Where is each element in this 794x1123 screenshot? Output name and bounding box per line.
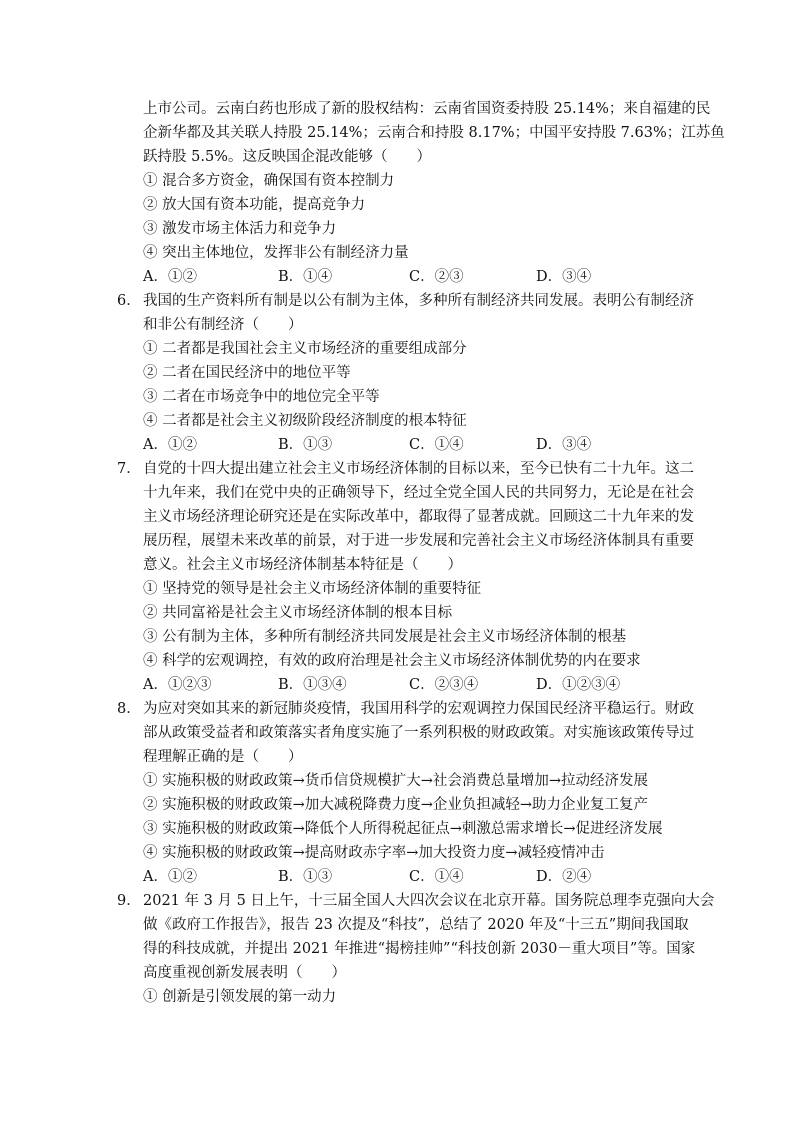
q8-option-3: ③ 实施积极的财政政策→降低个人所得税起征点→刺激总需求增长→促进经济发展 <box>143 821 663 837</box>
q6-choice-a: A．①② <box>143 437 197 453</box>
q6-choice-d: D．③④ <box>536 437 592 453</box>
q9-option-1: ① 创新是引领发展的第一动力 <box>143 989 337 1005</box>
q5-option-4: ④ 突出主体地位，发挥非公有制经济力量 <box>143 245 409 261</box>
q8-option-2: ② 实施积极的财政政策→加大减税降费力度→企业负担减轻→助力企业复工复产 <box>143 797 649 813</box>
q7-stem-line: 主义市场经济理论研究还是在实际改革中，都取得了显著成就。回顾这二十九年来的发 <box>143 509 694 525</box>
q6-option-4: ④ 二者都是社会主义初级阶段经济制度的根本特征 <box>143 413 467 429</box>
q6-stem-line: 和非公有制经济（ ） <box>143 317 303 333</box>
q7-option-4: ④ 科学的宏观调控，有效的政府治理是社会主义市场经济体制优势的内在要求 <box>143 653 641 669</box>
q8-option-4: ④ 实施积极的财政政策→提高财政赤字率→加大投资力度→减轻疫情冲击 <box>143 845 605 861</box>
q9-stem-line: 得的科技成就，并提出 2021 年推进“揭榜挂帅”“科技创新 2030－重大项目”等。国家 <box>143 941 696 957</box>
q9-stem-line: 2021 年 3 月 5 日上午，十三届全国人大四次会议在北京开幕。国务院总理李克强向大会 <box>143 893 715 909</box>
q9-stem-line: 做《政府工作报告》，报告 23 次提及“科技”，总结了 2020 年及“十三五”期间我国取 <box>143 917 689 933</box>
q8-stem-line: 部从政策受益者和政策落实者角度实施了一系列积极的财政政策。对实施该政策传导过 <box>143 725 694 741</box>
q8-choice-a: A．①② <box>143 869 197 885</box>
q6-option-2: ② 二者在国民经济中的地位平等 <box>143 365 351 381</box>
q8-option-1: ① 实施积极的财政政策→货币信贷规模扩大→社会消费总量增加→拉动经济发展 <box>143 773 649 789</box>
q5-option-2: ② 放大国有资本功能，提高竞争力 <box>143 197 366 213</box>
q7-option-1: ① 坚持党的领导是社会主义市场经济体制的重要特征 <box>143 581 482 597</box>
q5-choice-b: B．①④ <box>278 269 333 285</box>
q7-option-2: ② 共同富裕是社会主义市场经济体制的根本目标 <box>143 605 453 621</box>
q8-stem-line: 程理解正确的是（ ） <box>143 749 303 765</box>
q6-choice-b: B．①③ <box>278 437 333 453</box>
q5-choice-d: D．③④ <box>536 269 592 285</box>
q6-option-3: ③ 二者在市场竞争中的地位完全平等 <box>143 389 380 405</box>
q6-choice-c: C．①④ <box>409 437 464 453</box>
q6-stem-line: 我国的生产资料所有制是以公有制为主体，多种所有制经济共同发展。表明公有制经济 <box>143 293 694 309</box>
q9-number: 9． <box>117 893 141 909</box>
q7-choice-d: D．①②③④ <box>536 677 621 693</box>
q8-number: 8． <box>117 701 141 717</box>
q7-stem-line: 十九年来，我们在党中央的正确领导下，经过全党全国人民的共同努力，无论是在社会 <box>143 485 694 501</box>
q6-number: 6． <box>117 293 141 309</box>
q8-choice-c: C．①④ <box>409 869 464 885</box>
q9-stem-line: 高度重视创新发展表明（ ） <box>143 965 346 981</box>
q7-choice-a: A．①②③ <box>143 677 212 693</box>
q5-choice-a: A．①② <box>143 269 197 285</box>
q7-choice-c: C．②③④ <box>409 677 479 693</box>
q8-stem-line: 为应对突如其来的新冠肺炎疫情，我国用科学的宏观调控力保国民经济平稳运行。财政 <box>143 701 694 717</box>
q5-stem-line: 上市公司。云南白药也形成了新的股权结构：云南省国资委持股 25.14%；来自福建的民 <box>143 101 711 117</box>
q7-option-3: ③ 公有制为主体，多种所有制经济共同发展是社会主义市场经济体制的根基 <box>143 629 627 645</box>
q7-number: 7． <box>117 461 141 477</box>
q7-stem-line: 意义。社会主义市场经济体制基本特征是（ ） <box>143 557 462 573</box>
q6-option-1: ① 二者都是我国社会主义市场经济的重要组成部分 <box>143 341 467 357</box>
q5-choice-c: C．②③ <box>409 269 464 285</box>
q7-stem-line: 展历程，展望未来改革的前景，对于进一步发展和完善社会主义市场经济体制具有重要 <box>143 533 694 549</box>
q5-stem-line: 企新华都及其关联人持股 25.14%；云南合和持股 8.17%；中国平安持股 7.63%；江苏鱼 <box>143 125 725 141</box>
q8-choice-b: B．①③ <box>278 869 333 885</box>
q7-choice-b: B．①③④ <box>278 677 347 693</box>
q5-option-3: ③ 激发市场主体活力和竞争力 <box>143 221 337 237</box>
q5-stem-line: 跃持股 5.5%。这反映国企混改能够（ ） <box>143 149 431 165</box>
q8-choice-d: D．②④ <box>536 869 592 885</box>
q5-option-1: ① 混合多方资金，确保国有资本控制力 <box>143 173 395 189</box>
q7-stem-line: 自党的十四大提出建立社会主义市场经济体制的目标以来，至今已快有二十九年。这二 <box>143 461 694 477</box>
